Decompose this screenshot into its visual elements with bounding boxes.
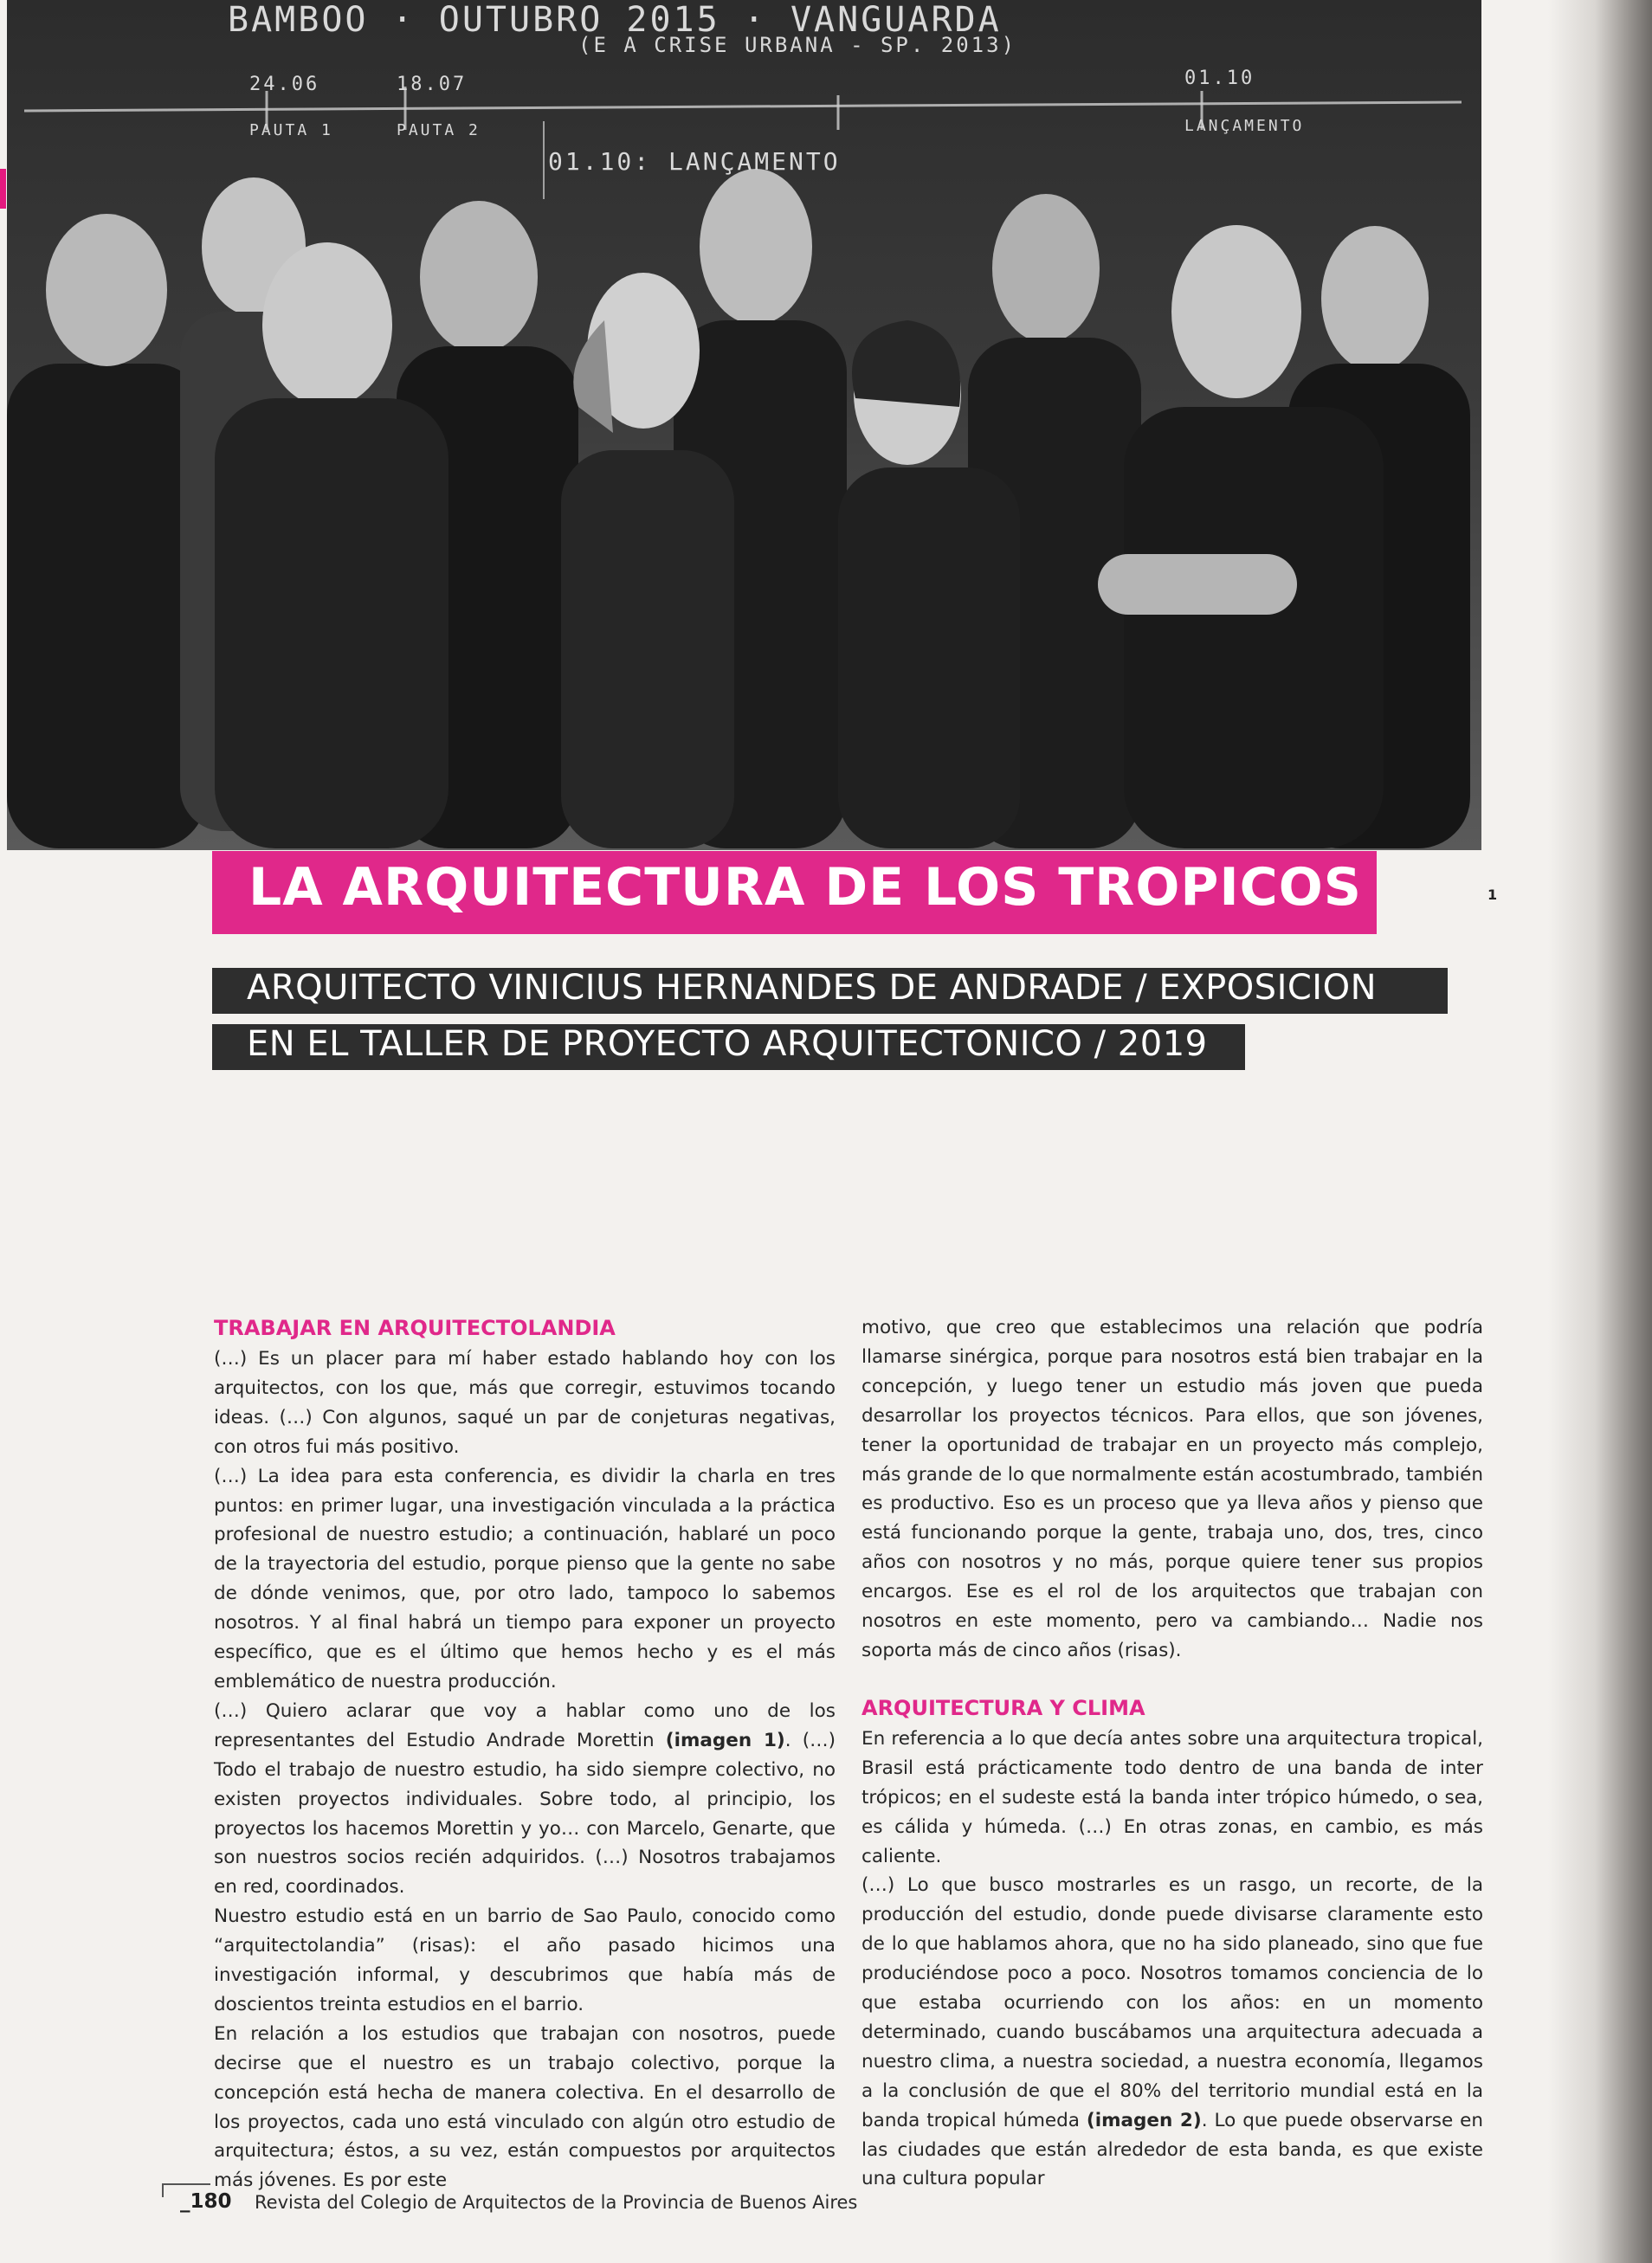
chalk-date-1: 24.06 [249, 74, 320, 95]
chalk-date-2: 18.07 [397, 74, 468, 95]
page-title: LA ARQUITECTURA DE LOS TROPICOS [248, 857, 1362, 918]
chalk-label-1: PAUTA 1 [249, 121, 333, 139]
page-binding-shadow [1548, 0, 1652, 2263]
paragraph: En relación a los estudios que trabajan con nosotros, puede decirse que el nuestro es un trabajo colectivo, porque la concepción está hecha de manera colectiva. En el desarrollo de los proyectos, cada uno está vinculado con algún otro estudio de arquitectura; éstos, a su vez, están compuestos por arquitectos más jóvenes. Es por este [214, 2022, 836, 2192]
chalkboard-subheader: (E A CRISE URBANA - SP. 2013) [578, 33, 1017, 57]
subtitle-line-1: ARQUITECTO VINICIUS HERNANDES DE ANDRADE / EXPOSICION [247, 968, 1377, 1008]
paragraph-text: (…) Lo que busco mostrarles es un rasgo, un recorte, de la producción del estudio, donde puede divisarse claramente esto de lo que hablamos ahora, que no ha sido planeado, sino que fue produciéndose poco a poco. Nosotros tomamos conciencia de lo que estaba ocurriendo con los años: en un momento determinado, cuando buscábamos una arquitectura adecuada a nuestro clima, a nuestra sociedad, a nuestra economía, llegamos a la conclusión de que el 80% del territorio mundial está en la banda tropical húmeda [861, 1874, 1483, 2131]
section-heading-clima: ARQUITECTURA Y CLIMA [861, 1695, 1145, 1720]
subtitle-line-2: EN EL TALLER DE PROYECTO ARQUITECTONICO / 2019 [247, 1024, 1208, 1064]
figure-number: 1 [1487, 887, 1498, 903]
chalk-launch: 01.10: LANÇAMENTO [548, 147, 841, 176]
paragraph [214, 1697, 836, 1902]
paragraph [861, 1871, 1483, 2194]
paragraph-text: . Lo que puede observarse en las ciudades que están alrededor de esta banda, es que existe una cultura popular [861, 2109, 1484, 2190]
image-reference: (imagen 1) [665, 1729, 785, 1751]
chalk-label-3: LANÇAMENTO [1184, 117, 1305, 135]
team-photo [7, 0, 1481, 850]
chalk-label-2: PAUTA 2 [397, 121, 481, 139]
paragraph: (…) Es un placer para mí haber estado hablando hoy con los arquitectos, con los que, más que corregir, estuvimos tocando ideas. (…) Con algunos, saqué un par de conjeturas negativas, con otros fui más positivo. [214, 1348, 836, 1458]
page-number: _180 [180, 2190, 232, 2213]
left-column [214, 1312, 836, 2195]
section-spacer [861, 1666, 1483, 1692]
paragraph: En referencia a lo que decía antes sobre una arquitectura tropical, Brasil está prácticamente todo dentro de una banda de inter trópicos; en el sudeste está la banda inter trópico húmedo, o sea, es cálida y húmeda. (…) En otras zonas, en cambio, es más caliente. [861, 1727, 1483, 1867]
chalkboard-header: BAMBOO · OUTUBRO 2015 · VANGUARDA [228, 0, 1002, 40]
paragraph: (…) La idea para esta conferencia, es dividir la charla en tres puntos: en primer lugar, una investigación vinculada a la práctica profesional de nuestro estudio; a continuación, hablaré un poco de la trayectoria del estudio, porque pienso que la gente no sabe de dónde venimos, que, por otro lado, tampoco lo sabemos nosotros. Y al final habrá un tiempo para exponer un proyecto específico, que es el último que hemos hecho y es el más emblemático de nuestra producción. [214, 1465, 836, 1692]
footer-rule [162, 2183, 164, 2197]
paragraph-text: (…) Quiero aclarar que voy a hablar como uno de los representantes del Estudio Andrade Morettin [214, 1699, 836, 1751]
paragraph-text: . (…) Todo el trabajo de nuestro estudio, ha sido siempre colectivo, no existen proyectos individuales. Sobre todo, al principio, los proyectos los hacemos Morettin y yo… con Marcelo, Genarte, que son nuestros socios recién adquiridos. (…) Nosotros trabajamos en red, coordinados. [214, 1729, 836, 1899]
paragraph: Nuestro estudio está en un barrio de Sao Paulo, conocido como “arquitectolandia” (risas): el año pasado hicimos una investigación informal, y descubrimos que había más de doscientos treinta estudios en el barrio. [214, 1905, 836, 2015]
chalk-date-3: 01.10 [1184, 68, 1255, 89]
right-column [861, 1313, 1483, 2194]
margin-color-mark [0, 169, 6, 209]
footer-rule [162, 2183, 210, 2185]
image-reference: (imagen 2) [1086, 2109, 1202, 2131]
paragraph: motivo, que creo que establecimos una relación que podría llamarse sinérgica, porque para nosotros está bien trabajar en la concepción, y luego tener un estudio más joven que pueda desarrollar los proyectos técnicos. Para ellos, que son jóvenes, tener la oportunidad de trabajar en un proyecto más complejo, más grande de lo que normalmente están acostumbrado, también es productivo. Eso es un proceso que ya lleva años y pienso que está funcionando porque la gente, trabaja uno, dos, tres, cinco años con nosotros y no más, porque quiere tener sus propios encargos. Ese es el rol de los arquitectos que trabajan con nosotros en este momento, pero va cambiando… Nadie nos soporta más de cinco años (risas). [861, 1317, 1483, 1661]
section-heading-arquitectolandia: TRABAJAR EN ARQUITECTOLANDIA [214, 1316, 616, 1340]
publication-name: Revista del Colegio de Arquitectos de la Provincia de Buenos Aires [255, 2192, 858, 2213]
